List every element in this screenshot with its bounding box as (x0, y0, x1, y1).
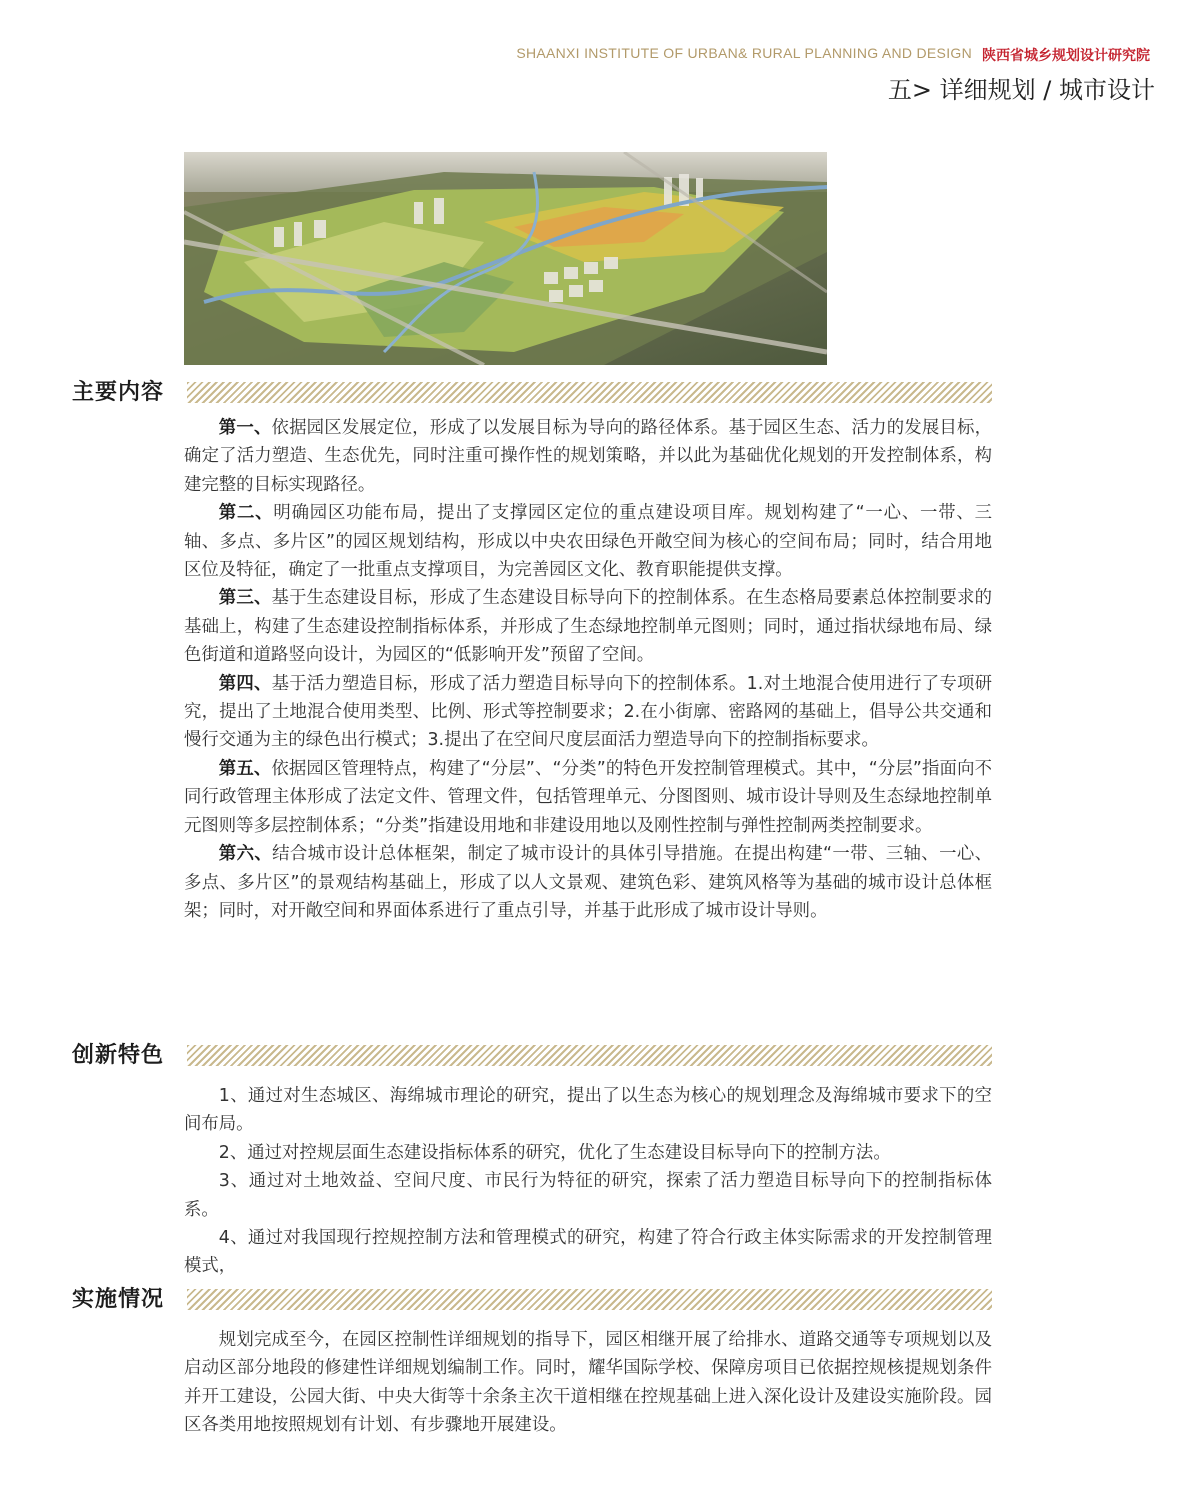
aerial-rendering-image (184, 152, 827, 365)
main-paragraph (184, 584, 992, 669)
innovation-title: 创新特色 (72, 1043, 165, 1068)
paragraph-lead: 第一、 (218, 418, 272, 438)
paragraph-lead: 第五、 (218, 758, 272, 779)
main-paragraph (184, 414, 992, 499)
paragraph-lead: 第三、 (218, 588, 272, 609)
main-content-title: 主要内容 (72, 380, 165, 405)
hatch-divider (187, 1289, 992, 1310)
main-paragraph (184, 755, 992, 840)
implementation-paragraph: 规划完成至今，在园区控制性详细规划的指导下，园区相继开展了给排水、道路交通等专项规划以及启动区部分地段的修建性详细规划编制工作。同时，耀华国际学校、保障房项目已依据控规核提规划条件并开工建设，公园大街、中央大街等十余条主次干道相继在控规基础上进入深化设计及建设实施阶段。园区各类用地按照规划有计划、有步骤地开展建设。 (184, 1330, 992, 1436)
paragraph-lead: 第二、 (218, 503, 274, 524)
hatch-divider (187, 382, 992, 403)
innovation-header (72, 1043, 992, 1069)
paragraph-text: 明确园区功能布局，提出了支撑园区定位的重点建设项目库。规划构建了“一心、一带、三轴、多点、多片区”的园区规划结构，形成以中央农田绿色开敞空间为核心的空间布局；同时，结合用地区位及特征，确定了一批重点支撑项目，为完善园区文化、教育职能提供支撑。 (184, 503, 992, 581)
implementation-title: 实施情况 (72, 1287, 165, 1312)
hatch-divider (187, 1045, 992, 1066)
paragraph-text: 依据园区发展定位，形成了以发展目标为导向的路径体系。基于园区生态、活力的发展目标，确定了活力塑造、生态优先，同时注重可操作性的规划策略，并以此为基础优化规划的开发控制体系，构建完整的目标实现路径。 (184, 418, 992, 495)
main-paragraph (184, 840, 992, 925)
innovation-paragraph: 3、通过对土地效益、空间尺度、市民行为特征的研究，探索了活力塑造目标导向下的控制指标体系。 (184, 1171, 992, 1220)
paragraph-text: 依据园区管理特点，构建了“分层”、“分类”的特色开发控制管理模式。其中，“分层”指面向不同行政管理主体形成了法定文件、管理文件，包括管理单元、分图图则、城市设计导则及生态绿地控制单元图则等多层控制体系；“分类”指建设用地和非建设用地以及刚性控制与弹性控制两类控制要求。 (184, 758, 992, 836)
paragraph-lead: 第六、 (218, 844, 273, 865)
header-institute-cn: 陕西省城乡规划设计研究院 (982, 48, 1150, 64)
section-title: 五> 详细规划 / 城市设计 (887, 76, 1155, 104)
header-institute-en: SHAANXI INSTITUTE OF URBAN& RURAL PLANNING AND DESIGN (516, 45, 972, 61)
innovation-paragraph: 4、通过对我国现行控规控制方法和管理模式的研究，构建了符合行政主体实际需求的开发控制管理模式， (184, 1228, 992, 1277)
implementation-body (184, 1326, 992, 1440)
paragraph-lead: 第四、 (218, 673, 272, 694)
paragraph-text: 基于活力塑造目标，形成了活力塑造目标导向下的控制体系。1.对土地混合使用进行了专项研究，提出了土地混合使用类型、比例、形式等控制要求；2.在小街廓、密路网的基础上，倡导公共交通和慢行交通为主的绿色出行模式；3.提出了在空间尺度层面活力塑造导向下的控制指标要求。 (184, 673, 992, 751)
main-paragraph (184, 499, 992, 584)
main-content-header (72, 380, 992, 406)
main-content-body (184, 414, 992, 925)
innovation-paragraph: 2、通过对控规层面生态建设指标体系的研究，优化了生态建设目标导向下的控制方法。 (218, 1142, 891, 1163)
paragraph-text: 基于生态建设目标，形成了生态建设目标导向下的控制体系。在生态格局要素总体控制要求的基础上，构建了生态建设控制指标体系，并形成了生态绿地控制单元图则；同时，通过指状绿地布局、绿色街道和道路竖向设计，为园区的“低影响开发”预留了空间。 (184, 588, 992, 666)
innovation-paragraph: 1、通过对生态城区、海绵城市理论的研究，提出了以生态为核心的规划理念及海绵城市要求下的空间布局。 (184, 1086, 992, 1135)
paragraph-text: 结合城市设计总体框架，制定了城市设计的具体引导措施。在提出构建“一带、三轴、一心、多点、多片区”的景观结构基础上，形成了以人文景观、建筑色彩、建筑风格等为基础的城市设计总体框架；同时，对开敞空间和界面体系进行了重点引导，并基于此形成了城市设计导则。 (184, 844, 992, 921)
main-paragraph (184, 670, 992, 755)
implementation-header (72, 1287, 992, 1313)
aerial-rendering-illustration (184, 152, 827, 365)
innovation-body (184, 1082, 992, 1281)
